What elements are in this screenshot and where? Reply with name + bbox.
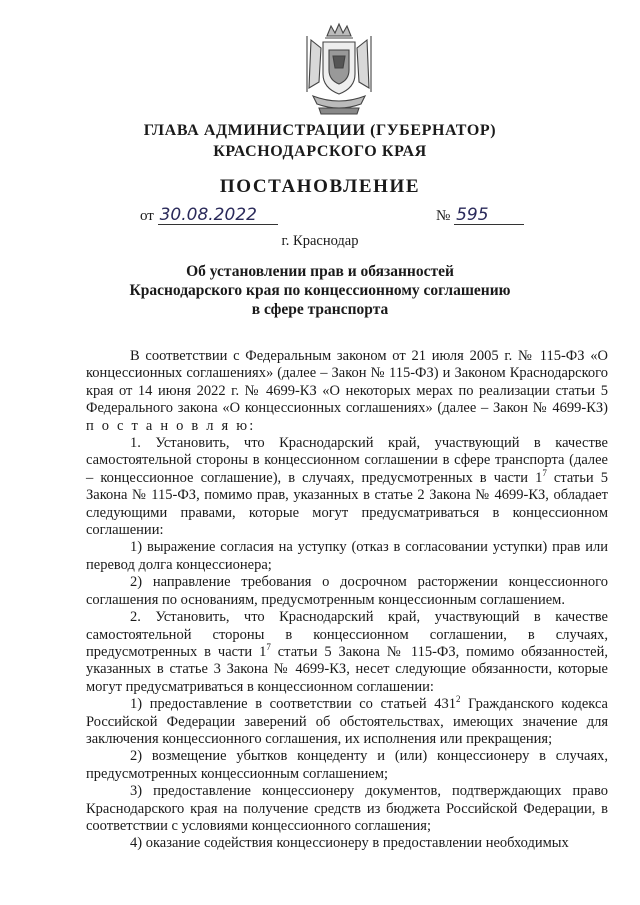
document-title [0,262,640,319]
title-line1: Об установлении прав и обязанностей [186,263,454,280]
clause-2-item-1-b: Гражданского кодекса Российской Федерации заверений об обстоятельствах, имеющих значение для заключения концессионного соглашения, их исполнения или прекращения; [86,696,608,747]
number-field [436,206,524,225]
intro-text: В соответствии с Федеральным законом от 21 июля 2005 г. № 115-ФЗ «О концессионных соглашениях» (далее – Закон № 115-ФЗ) и Законом Краснодарского края от 14 июня 2022 г. № 4699-КЗ «О некоторых мерах по реализации статьи 5 Федерального закона «О концессионных соглашениях» (далее – Закон № 4699-КЗ) [86,348,608,417]
date-prefix: от [140,208,154,224]
org-name-line2: КРАСНОДАРСКОГО КРАЯ [213,143,427,160]
clause-1-item-2: 2) направление требования о досрочном расторжении концессионного соглашения по основаниям, предусмотренным концессионным соглашением. [86,574,608,608]
document-body [86,348,608,853]
number-value: 595 [454,206,524,225]
clause-2-item-4: 4) оказание содействия концессионеру в предоставлении необходимых [130,835,569,852]
clause-1-sup: 7 [542,468,547,479]
intro-paragraph [86,348,608,435]
org-name-line1: ГЛАВА АДМИНИСТРАЦИИ (ГУБЕРНАТОР) [143,122,497,139]
clause-2-item-1-a: 1) предоставление в соответствии со статьей 431 [130,696,457,713]
clause-2-sup: 7 [266,642,271,653]
date-value: 30.08.2022 [158,206,278,225]
clause-2-text-a: 2. Установить, что Краснодарский край, участвующий в качестве самостоятельной стороны в концессионном соглашении, в случаях, предусмотренных в части 1 [86,609,608,660]
coat-of-arms-icon [299,22,379,117]
clause-2 [86,609,608,696]
clause-2-item-3: 3) предоставление концессионеру документов, подтверждающих право Краснодарского края на получение средств из бюджета Российской Федерации, в соответствии с условиями концессионного соглашения; [86,783,608,834]
number-prefix: № [436,208,451,224]
document-type: ПОСТАНОВЛЕНИЕ [219,176,421,197]
title-line2: Краснодарского края по концессионному соглашению [129,282,511,299]
clause-2-text-b: статьи 5 Закона № 115-ФЗ, помимо обязанностей, указанных в статье 3 Закона № 4699-КЗ, несет следующие обязанности, которые могут предусматриваться в концессионном соглашении: [86,643,609,695]
title-line3: в сфере транспорта [251,301,389,318]
clause-2-item-1 [86,696,608,748]
clause-1-text-a: 1. Установить, что Краснодарский край, участвующий в качестве самостоятельной стороны в концессионном соглашении в сфере транспорта (далее – концессионное соглашение), в случаях, предусмотренных в части 1 [86,435,608,486]
clause-1-item-1: 1) выражение согласия на уступку (отказ в согласовании уступки) прав или перевод долга концессионера; [86,539,608,573]
city: г. Краснодар [281,233,359,249]
clause-2-item-2: 2) возмещение убытков концеденту и (или) концессионеру в случаях, предусмотренных концессионным соглашением; [86,748,608,782]
resolve-word: п о с т а н о в л я ю: [86,417,256,434]
clause-1-text-b: статьи 5 Закона № 115-ФЗ, помимо прав, указанных в статье 2 Закона № 4699-КЗ, обладает следующими правами, которые могут предусматриваться в концессионном соглашении: [86,469,608,539]
date-field [140,206,278,225]
clause-2-item-1-sup: 2 [456,694,461,705]
clause-1 [86,435,608,539]
